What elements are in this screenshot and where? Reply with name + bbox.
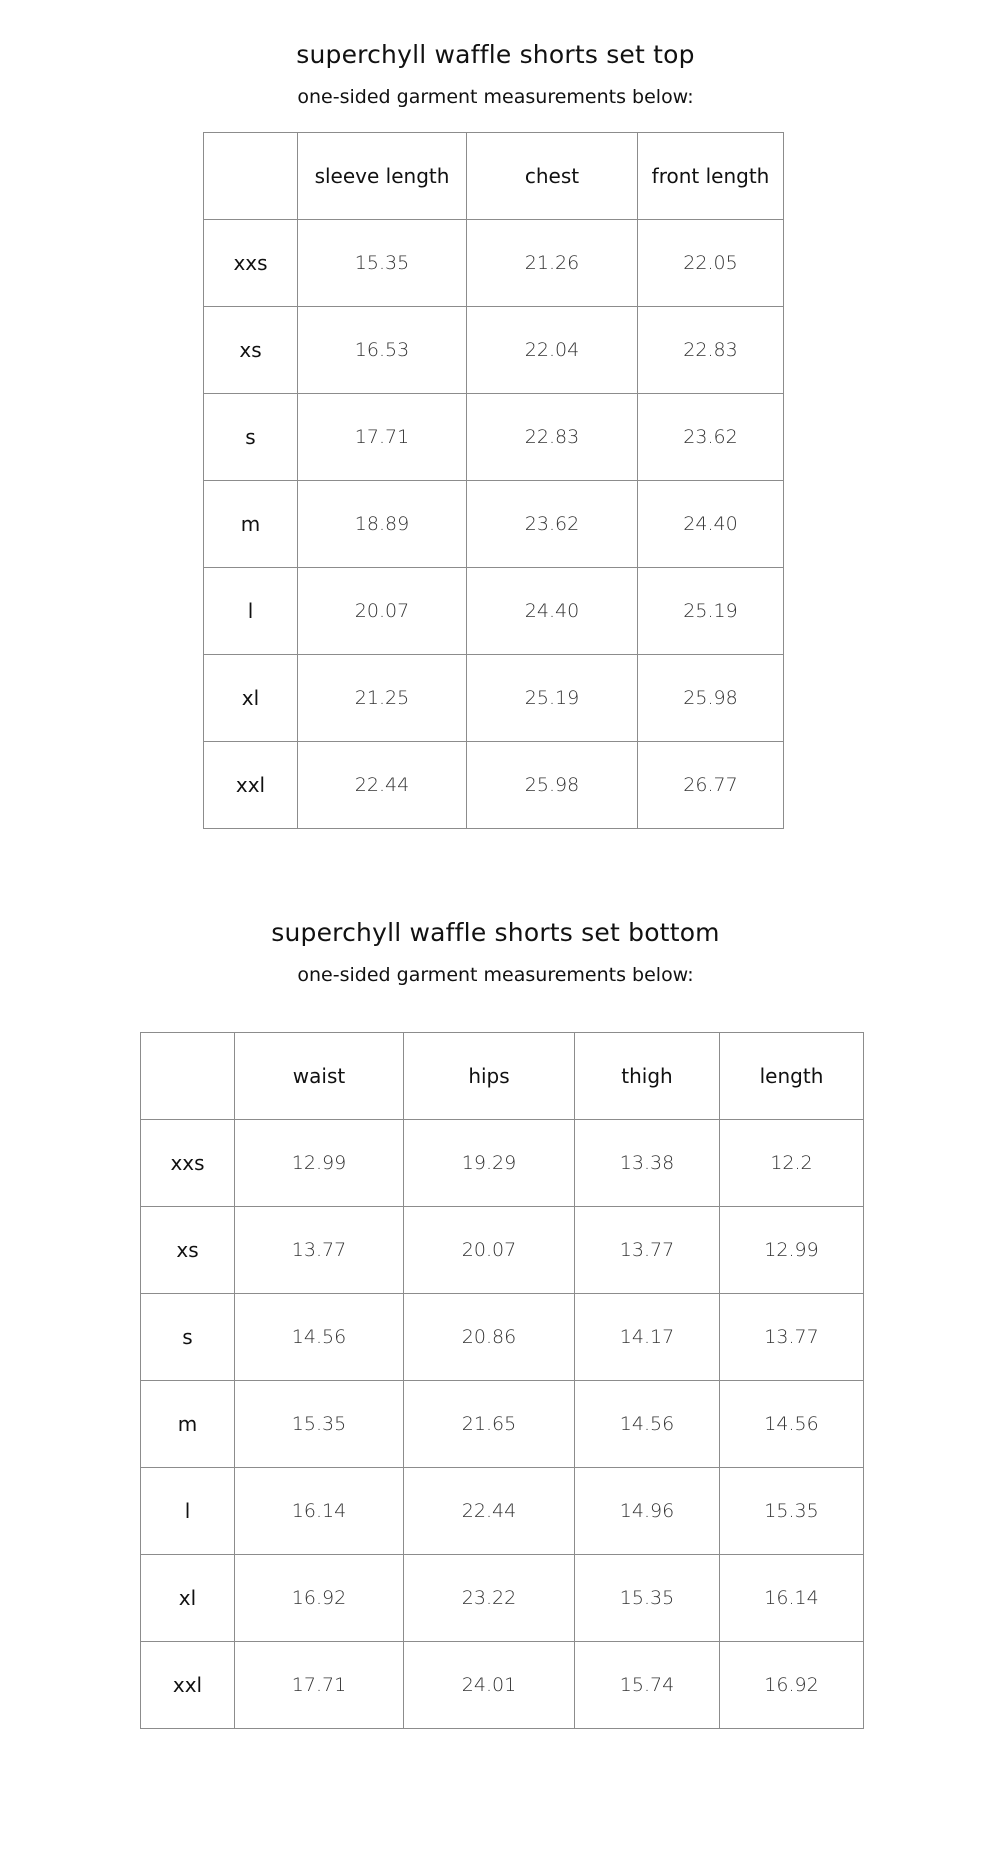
size-label: m <box>204 481 298 568</box>
table-row <box>141 1120 864 1207</box>
size-label: xxl <box>204 742 298 829</box>
table-cell: 19.29 <box>404 1120 575 1207</box>
table-row <box>204 742 784 829</box>
table-cell: 25.19 <box>638 568 784 655</box>
table-cell: 13.77 <box>720 1294 864 1381</box>
table-cell: 18.89 <box>298 481 467 568</box>
table-row <box>141 1555 864 1642</box>
table-cell: 15.35 <box>720 1468 864 1555</box>
size-label: s <box>141 1294 235 1381</box>
table-cell: 25.19 <box>467 655 638 742</box>
table-cell: 22.44 <box>298 742 467 829</box>
size-label: xs <box>141 1207 235 1294</box>
size-label: l <box>204 568 298 655</box>
table-cell: 12.99 <box>720 1207 864 1294</box>
corner-cell <box>141 1033 235 1120</box>
table-cell: 24.40 <box>638 481 784 568</box>
table-row <box>204 307 784 394</box>
bottom-chart-subtitle: one-sided garment measurements below: <box>297 964 694 986</box>
table-cell: 15.35 <box>575 1555 720 1642</box>
table-cell: 25.98 <box>638 655 784 742</box>
table-cell: 24.01 <box>404 1642 575 1729</box>
table-cell: 24.40 <box>467 568 638 655</box>
table-cell: 21.65 <box>404 1381 575 1468</box>
table-cell: 25.98 <box>467 742 638 829</box>
top-chart-title: superchyll waffle shorts set top <box>296 40 695 69</box>
bottom-measurements-table <box>140 1032 864 1729</box>
table-cell: 14.56 <box>235 1294 404 1381</box>
table-row <box>204 220 784 307</box>
table-cell: 16.92 <box>235 1555 404 1642</box>
table-cell: 16.92 <box>720 1642 864 1729</box>
bottom-chart-title: superchyll waffle shorts set bottom <box>271 918 720 947</box>
table-cell: 14.56 <box>720 1381 864 1468</box>
table-cell: 23.62 <box>467 481 638 568</box>
column-header-length: length <box>720 1033 864 1120</box>
table-cell: 21.26 <box>467 220 638 307</box>
table-cell: 22.44 <box>404 1468 575 1555</box>
table-row <box>141 1207 864 1294</box>
table-cell: 22.04 <box>467 307 638 394</box>
table-row <box>204 568 784 655</box>
size-label: xxs <box>204 220 298 307</box>
table-row <box>141 1294 864 1381</box>
table-cell: 15.35 <box>235 1381 404 1468</box>
table-cell: 15.74 <box>575 1642 720 1729</box>
table-cell: 12.2 <box>720 1120 864 1207</box>
table-cell: 16.14 <box>720 1555 864 1642</box>
corner-cell <box>204 133 298 220</box>
table-row <box>141 1381 864 1468</box>
table-cell: 17.71 <box>235 1642 404 1729</box>
table-cell: 15.35 <box>298 220 467 307</box>
column-header-front-length: front length <box>638 133 784 220</box>
size-label: m <box>141 1381 235 1468</box>
top-chart-subtitle: one-sided garment measurements below: <box>297 86 694 108</box>
table-cell: 14.17 <box>575 1294 720 1381</box>
size-label: l <box>141 1468 235 1555</box>
column-header-thigh: thigh <box>575 1033 720 1120</box>
table-cell: 21.25 <box>298 655 467 742</box>
table-row <box>141 1468 864 1555</box>
table-header-row <box>204 133 784 220</box>
column-header-hips: hips <box>404 1033 575 1120</box>
table-cell: 22.83 <box>638 307 784 394</box>
table-cell: 20.07 <box>404 1207 575 1294</box>
table-cell: 20.86 <box>404 1294 575 1381</box>
table-header-row <box>141 1033 864 1120</box>
table-row <box>204 655 784 742</box>
table-cell: 16.53 <box>298 307 467 394</box>
column-header-sleeve-length: sleeve length <box>298 133 467 220</box>
table-row <box>204 481 784 568</box>
table-cell: 22.83 <box>467 394 638 481</box>
table-cell: 14.96 <box>575 1468 720 1555</box>
table-cell: 26.77 <box>638 742 784 829</box>
table-row <box>204 394 784 481</box>
size-label: xxs <box>141 1120 235 1207</box>
table-cell: 23.22 <box>404 1555 575 1642</box>
column-header-waist: waist <box>235 1033 404 1120</box>
size-label: s <box>204 394 298 481</box>
size-label: xxl <box>141 1642 235 1729</box>
table-cell: 13.77 <box>235 1207 404 1294</box>
size-label: xl <box>204 655 298 742</box>
column-header-chest: chest <box>467 133 638 220</box>
size-label: xs <box>204 307 298 394</box>
table-cell: 12.99 <box>235 1120 404 1207</box>
table-cell: 13.38 <box>575 1120 720 1207</box>
table-row <box>141 1642 864 1729</box>
table-cell: 17.71 <box>298 394 467 481</box>
table-cell: 20.07 <box>298 568 467 655</box>
table-cell: 14.56 <box>575 1381 720 1468</box>
size-label: xl <box>141 1555 235 1642</box>
table-cell: 13.77 <box>575 1207 720 1294</box>
top-measurements-table <box>203 132 784 829</box>
table-cell: 23.62 <box>638 394 784 481</box>
table-cell: 16.14 <box>235 1468 404 1555</box>
table-cell: 22.05 <box>638 220 784 307</box>
